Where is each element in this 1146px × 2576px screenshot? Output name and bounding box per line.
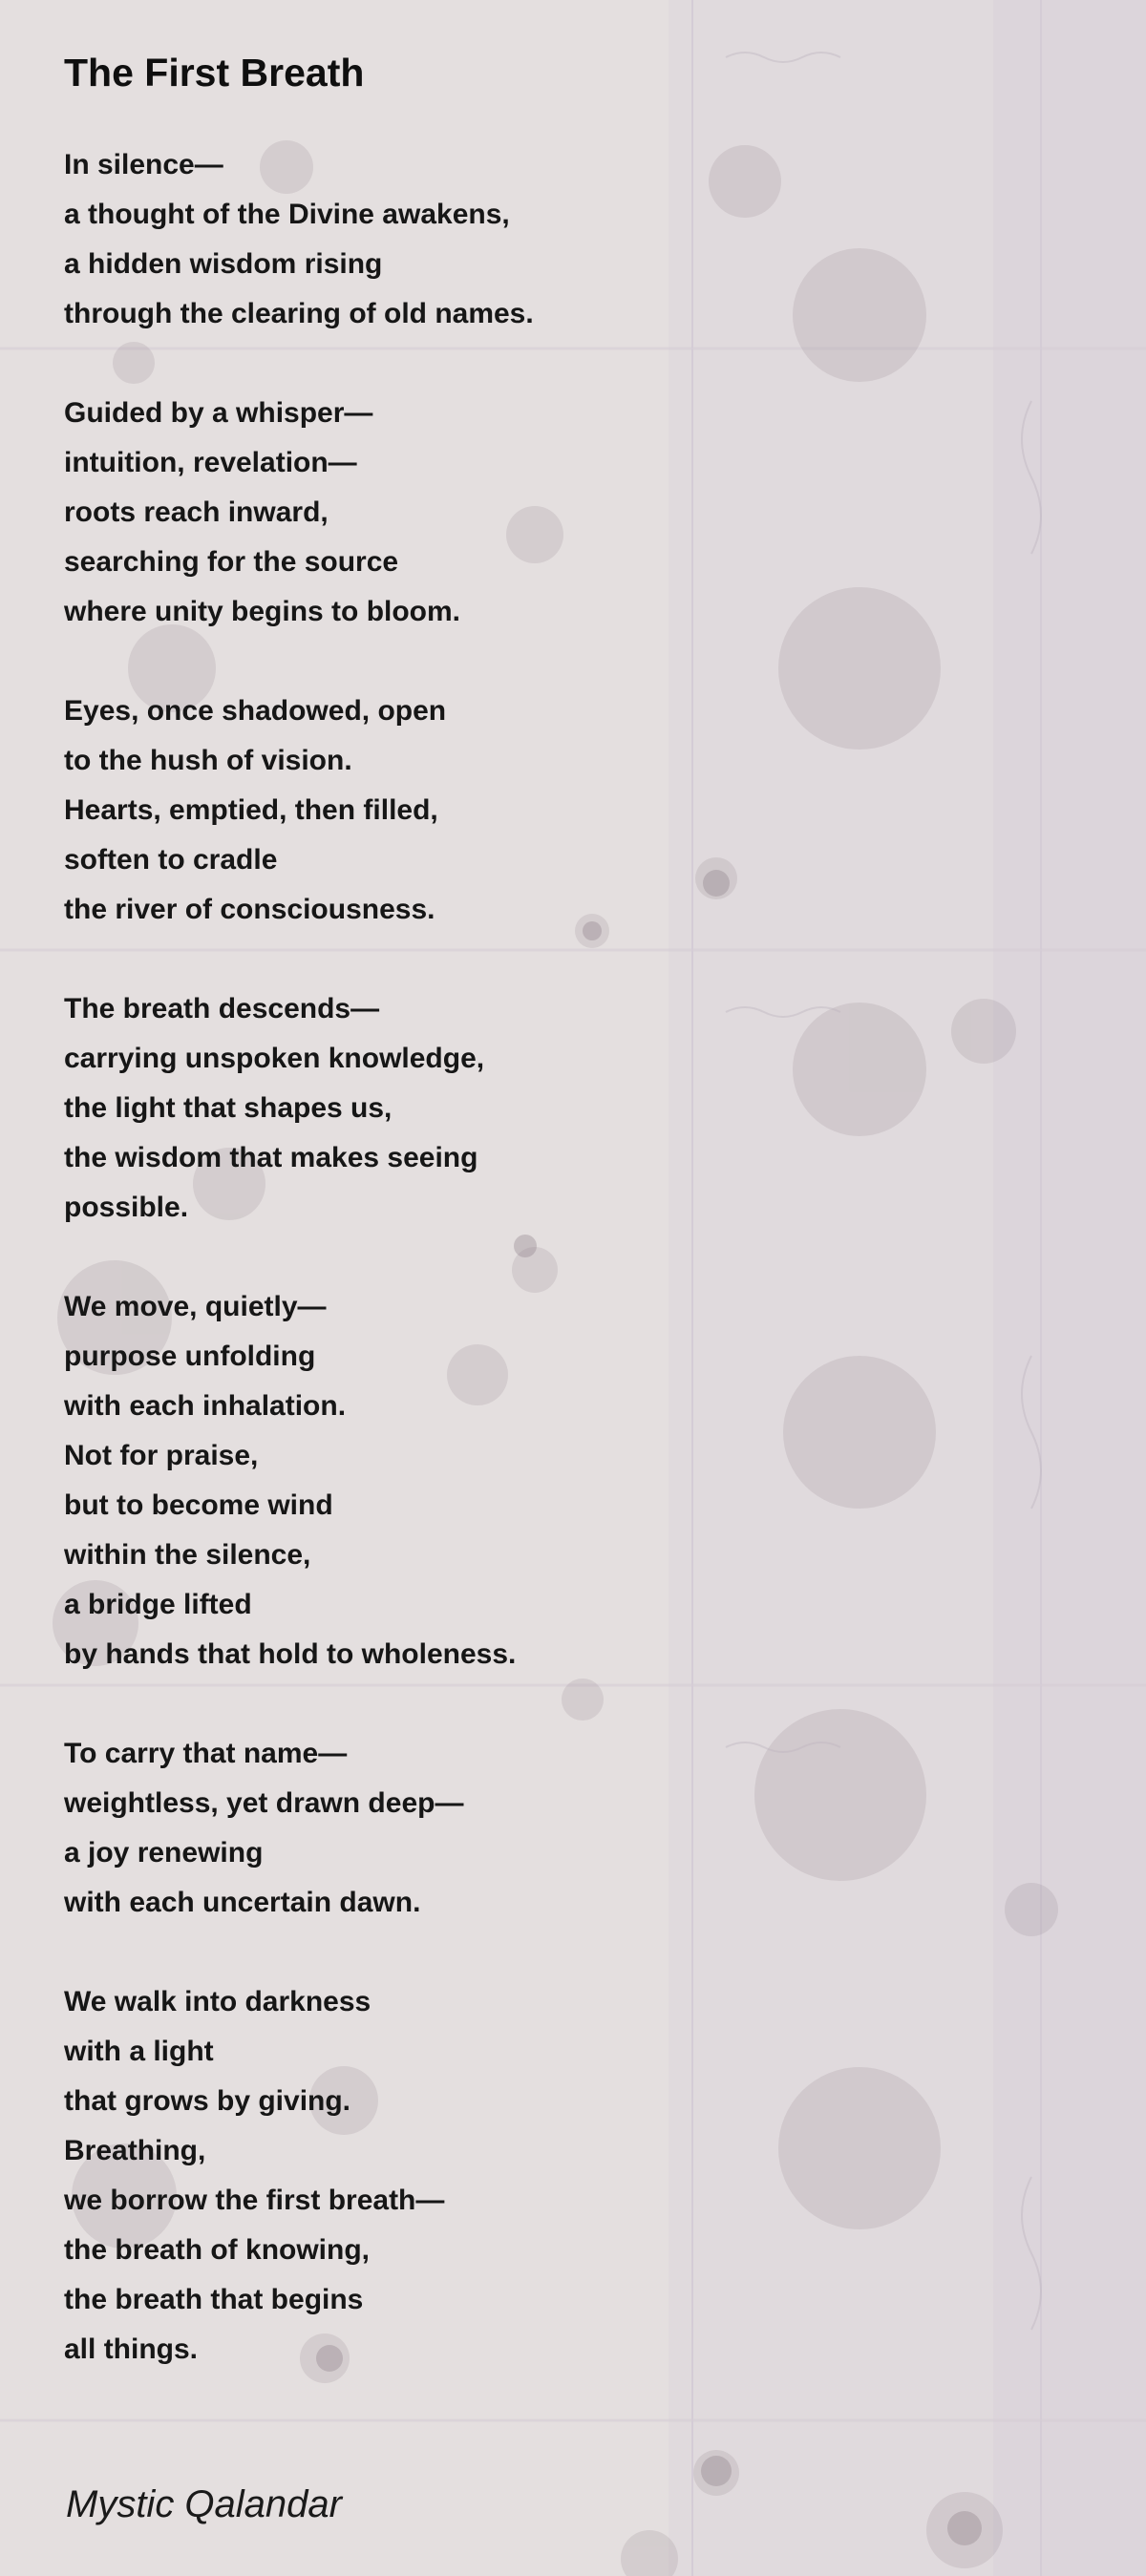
poem-line: the river of consciousness.: [64, 894, 435, 925]
poem-line: by hands that hold to wholeness.: [64, 1638, 517, 1670]
poem-line: intuition, revelation—: [64, 447, 357, 478]
poem-line: the wisdom that makes seeing: [64, 1142, 478, 1173]
stanza: [64, 140, 1095, 339]
poem-line: soften to cradle: [64, 844, 278, 876]
poem-line: a bridge lifted: [64, 1589, 252, 1620]
poem-line: Guided by a whisper—: [64, 397, 373, 429]
poem-line: purpose unfolding: [64, 1341, 316, 1372]
poem-line: a hidden wisdom rising: [64, 248, 383, 280]
poem-line: weightless, yet drawn deep—: [64, 1787, 464, 1819]
poem-line: a joy renewing: [64, 1837, 264, 1869]
poem-line: the light that shapes us,: [64, 1092, 393, 1124]
stanza: [64, 1729, 1095, 1928]
stanza: [64, 1282, 1095, 1679]
stanza: [64, 1977, 1095, 2375]
poem-line: possible.: [64, 1192, 189, 1223]
poem-line: with each inhalation.: [64, 1390, 347, 1422]
poem-line: that grows by giving.: [64, 2085, 351, 2117]
poem-line: Breathing,: [64, 2135, 206, 2166]
poem-line: to the hush of vision.: [64, 745, 352, 776]
poem-line: carrying unspoken knowledge,: [64, 1043, 485, 1074]
poem-body: [64, 140, 1095, 2375]
poem-line: with a light: [64, 2036, 214, 2067]
poem-line: We walk into darkness: [64, 1986, 371, 2017]
poem-line: the breath of knowing,: [64, 2234, 370, 2266]
poem-line: but to become wind: [64, 1489, 333, 1521]
stanza: [64, 389, 1095, 637]
poem-line: the breath that begins: [64, 2284, 364, 2315]
poem-line: Hearts, emptied, then filled,: [64, 794, 438, 826]
poem-line: To carry that name—: [64, 1738, 348, 1769]
poem-line: we borrow the first breath—: [64, 2185, 445, 2216]
poem-line: a thought of the Divine awakens,: [64, 199, 510, 230]
poem-line: through the clearing of old names.: [64, 298, 534, 329]
poem-line: searching for the source: [64, 546, 399, 578]
poem-line: within the silence,: [64, 1539, 311, 1571]
poem-line: The breath descends—: [64, 993, 380, 1024]
poem-line: where unity begins to bloom.: [64, 596, 461, 627]
poem-line: roots reach inward,: [64, 496, 329, 528]
poem-line: Not for praise,: [64, 1440, 259, 1471]
poem-line: In silence—: [64, 149, 223, 180]
poem-title: The First Breath: [64, 51, 365, 95]
poem-line: with each uncertain dawn.: [64, 1887, 421, 1918]
poem-line: Eyes, once shadowed, open: [64, 695, 447, 727]
stanza: [64, 984, 1095, 1233]
poem-card: [64, 48, 1095, 2424]
poem-author: Mystic Qalandar: [66, 2483, 342, 2525]
poem-line: all things.: [64, 2333, 199, 2365]
stanza: [64, 686, 1095, 935]
poem-line: We move, quietly—: [64, 1291, 327, 1322]
